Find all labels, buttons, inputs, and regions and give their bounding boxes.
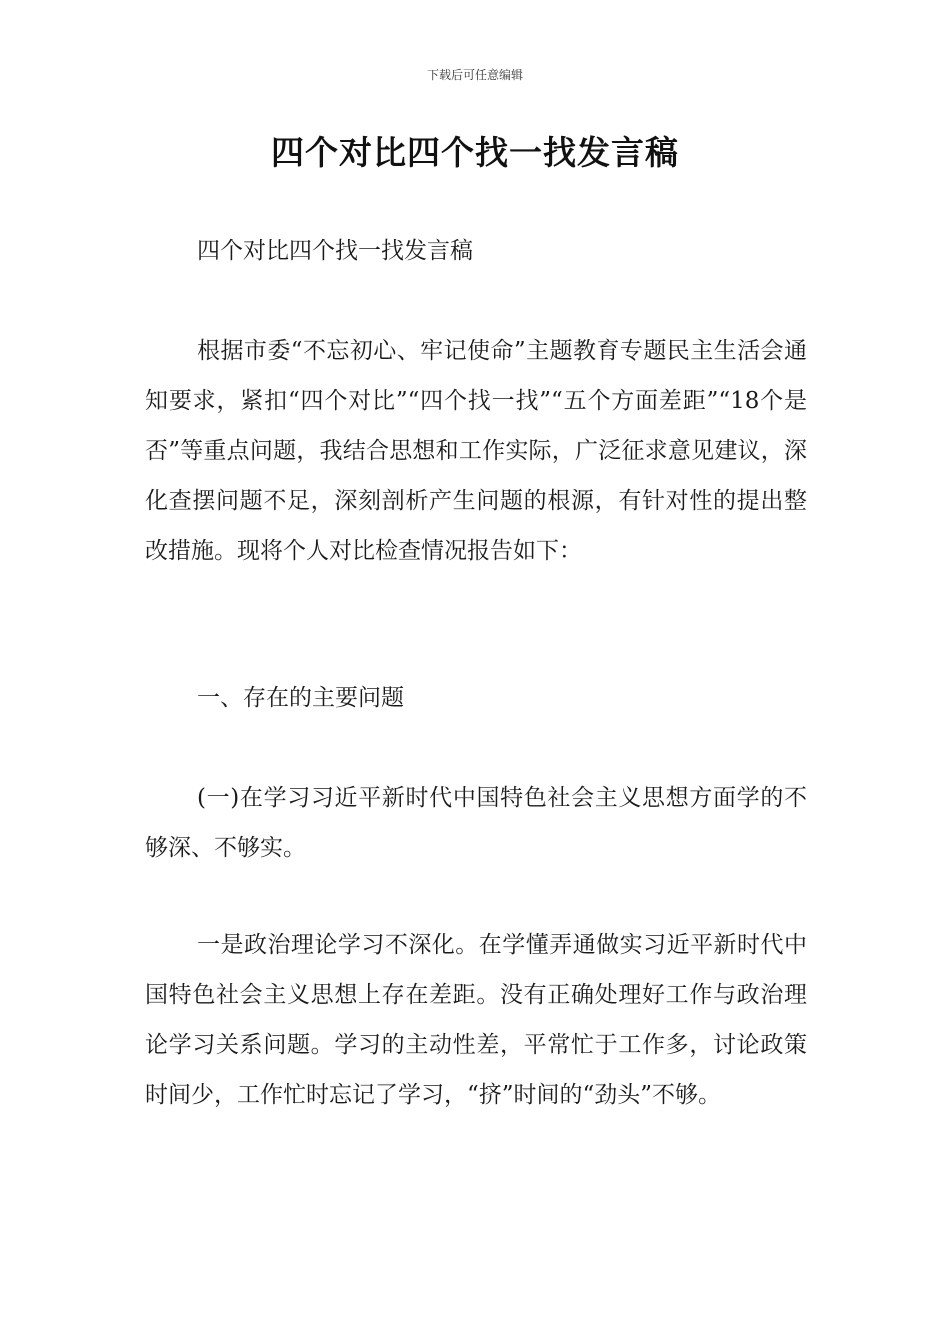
point-paragraph: 一是政治理论学习不深化。在学懂弄通做实习近平新时代中国特色社会主义思想上存在差距。没有正确处理好工作与政治理论学习关系问题。学习的主动性差，平常忙于工作多，讨论政策时间少，工作忙时忘记了学习，“挤”时间的“劲头”不够。 xyxy=(145,932,807,1108)
document-title: 四个对比四个找一找发言稿 xyxy=(271,133,679,172)
header-note: 下载后可任意编辑 xyxy=(426,68,523,82)
intro-paragraph: 根据市委“不忘初心、牢记使命”主题教育专题民主生活会通知要求，紧扣“四个对比”“四个找一找”“五个方面差距”“18个是否”等重点问题，我结合思想和工作实际，广泛征求意见建议，深化查摆问题不足，深刻剖析产生问题的根源，有针对性的提出整改措施。现将个人对比检查情况报告如下： xyxy=(145,338,807,564)
subtitle-paragraph: 四个对比四个找一找发言稿 xyxy=(197,238,473,264)
subsection-heading: (一)在学习习近平新时代中国特色社会主义思想方面学的不够深、不够实。 xyxy=(145,785,807,861)
section-heading: 一、存在的主要问题 xyxy=(197,685,404,711)
